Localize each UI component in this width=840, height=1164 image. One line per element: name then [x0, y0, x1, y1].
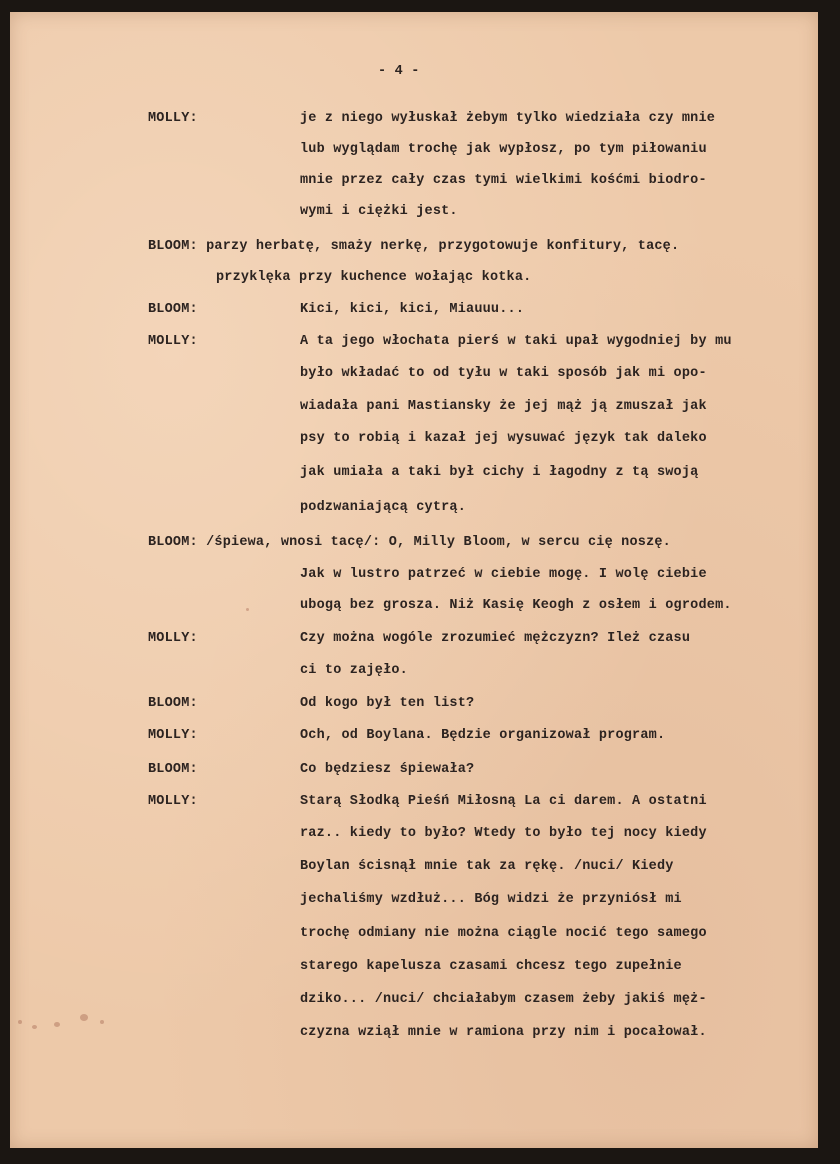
speaker-label: MOLLY: — [148, 631, 198, 646]
text-line: wymi i ciężki jest. — [300, 204, 458, 219]
text-line: mnie przez cały czas tymi wielkimi kośćmi biodro- — [300, 173, 707, 188]
text-line: Boylan ścisnął mnie tak za rękę. /nuci/ Kiedy — [300, 859, 674, 874]
text-line: ci to zajęło. — [300, 663, 408, 678]
text-line: Starą Słodką Pieśń Miłosną La ci darem. A ostatni — [300, 794, 707, 809]
speaker-label: BLOOM: — [148, 762, 198, 777]
paper-stain — [100, 1020, 104, 1024]
stage-direction-line: przyklęka przy kuchence wołając kotka. — [216, 270, 532, 285]
text-line: Och, od Boylana. Będzie organizował program. — [300, 728, 666, 743]
text-line: Od kogo był ten list? — [300, 696, 475, 711]
text-line: dziko... /nuci/ chciałabym czasem żeby jakiś męż- — [300, 992, 707, 1007]
text-line: lub wyglądam trochę jak wypłosz, po tym piłowaniu — [300, 142, 707, 157]
text-line: psy to robią i kazał jej wysuwać język tak daleko — [300, 431, 707, 446]
text-line: jak umiała a taki był cichy i łagodny z tą swoją — [300, 465, 699, 480]
text-line: podzwaniającą cytrą. — [300, 500, 467, 515]
speaker-label: MOLLY: — [148, 111, 198, 126]
text-line: starego kapelusza czasami chcesz tego zupełnie — [300, 959, 682, 974]
page-number: - 4 - — [378, 64, 420, 79]
speaker-label: BLOOM: — [148, 302, 198, 317]
text-line: Co będziesz śpiewała? — [300, 762, 475, 777]
text-line: ubogą bez grosza. Niż Kasię Keogh z osłem i ogrodem. — [300, 598, 732, 613]
paper-stain — [32, 1025, 37, 1029]
text-line: je z niego wyłuskał żebym tylko wiedziała czy mnie — [300, 111, 716, 126]
text-line: Jak w lustro patrzeć w ciebie mogę. I wolę ciebie — [300, 567, 707, 582]
text-line: jechaliśmy wzdłuż... Bóg widzi że przyniósł mi — [300, 892, 682, 907]
typewritten-page — [10, 12, 818, 1148]
text-line: Kici, kici, kici, Miauuu... — [300, 302, 525, 317]
speaker-label: MOLLY: — [148, 334, 198, 349]
text-line: A ta jego włochata pierś w taki upał wygodniej by mu — [300, 334, 732, 349]
text-line: raz.. kiedy to było? Wtedy to było tej nocy kiedy — [300, 826, 707, 841]
paper-stain — [246, 608, 249, 611]
speaker-label: MOLLY: — [148, 794, 198, 809]
text-line: było wkładać to od tyłu w taki sposób jak mi opo- — [300, 366, 707, 381]
paper-stain — [54, 1022, 60, 1027]
stage-direction-line: BLOOM: /śpiewa, wnosi tacę/: O, Milly Bloom, w sercu cię noszę. — [148, 535, 671, 550]
speaker-label: BLOOM: — [148, 696, 198, 711]
speaker-label: MOLLY: — [148, 728, 198, 743]
text-line: Czy można wogóle zrozumieć mężczyzn? Ileż czasu — [300, 631, 691, 646]
stage-direction-line: BLOOM: parzy herbatę, smaży nerkę, przygotowuje konfitury, tacę. — [148, 239, 680, 254]
text-line: czyzna wziął mnie w ramiona przy nim i pocałował. — [300, 1025, 707, 1040]
paper-stain — [18, 1020, 22, 1024]
paper-stain — [80, 1014, 88, 1021]
text-line: wiadała pani Mastiansky że jej mąż ją zmuszał jak — [300, 399, 707, 414]
text-line: trochę odmiany nie można ciągle nocić tego samego — [300, 926, 707, 941]
